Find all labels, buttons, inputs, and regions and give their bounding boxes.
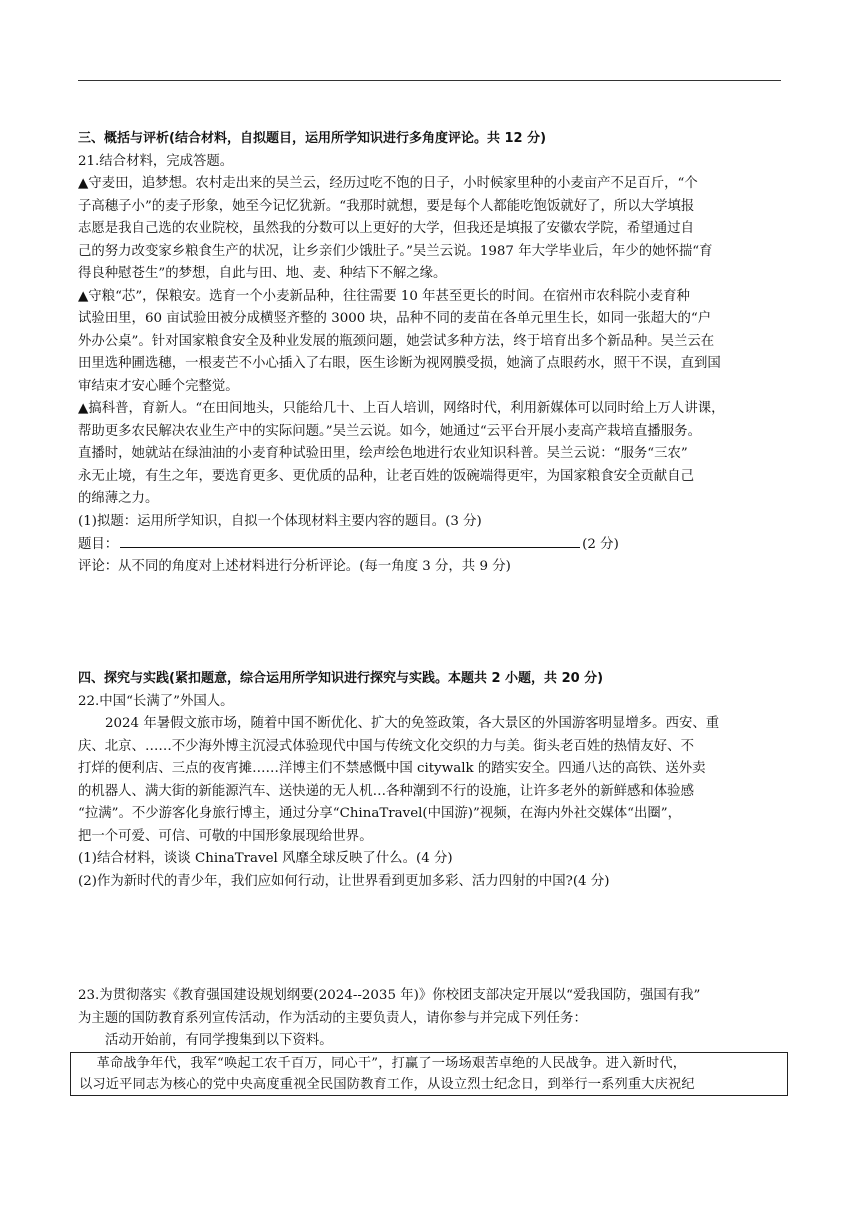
question-23-line: 为主题的国防教育系列宣传活动，作为活动的主要负责人，请你参与并完成下列任务：	[78, 1010, 587, 1026]
material-line: 子高穗子小”的麦子形象，她至今记忆犹新。“我那时就想，要是每个人都能吃饱饭就好了，所以大学填报	[78, 198, 695, 214]
material-line: “拉满”。不少游客化身旅行博主，通过分享“ChinaTravel(中国游)”视频，在海内外社交媒体“出圈”，	[78, 806, 682, 821]
material-line: ▲搞科普，育新人。“在田间地头，只能给几十、上百人培训，网络时代，利用新媒体可以同时给上万人讲课，	[78, 401, 725, 416]
material-box	[70, 1052, 788, 1096]
material-line: 的绵薄之力。	[78, 491, 159, 506]
section-four	[78, 668, 782, 893]
material-line: 志愿是我自己选的农业院校，虽然我的分数可以上更好的大学，但我还是填报了安徽农学院，希望通过自	[78, 221, 694, 236]
material-line: 审结束才安心睡个完整觉。	[78, 378, 239, 394]
question-22-sub-2: (2)作为新时代的青少年，我们应如何行动，让世界看到更加多彩、活力四射的中国?(4 分)	[78, 873, 610, 889]
material-line: 得良种慰苍生”的梦想，自此与田、地、麦、种结下不解之缘。	[78, 266, 447, 281]
question-23	[78, 985, 782, 1053]
material-line: 直播时，她就站在绿油油的小麦育种试验田里，绘声绘色地进行农业知识科普。吴兰云说：“服务“三农”	[78, 446, 688, 461]
material-line: 打烊的便利店、三点的夜宵摊……洋博主们不禁感慨中国 citywalk 的踏实安全。四通八达的高铁、送外卖	[78, 761, 706, 776]
title-label: 题目：	[78, 537, 119, 552]
material-line: ▲守麦田，追梦想。农村走出来的吴兰云，经历过吃不饱的日子，小时候家里种的小麦亩产不足百斤，“个	[78, 176, 698, 191]
material-line: 把一个可爱、可信、可敬的中国形象展现给世界。	[78, 828, 373, 844]
title-score: (2 分)	[582, 537, 619, 552]
sub-question-1: (1)拟题：运用所学知识，自拟一个体现材料主要内容的题目。(3 分)	[78, 513, 482, 529]
section-three	[78, 128, 782, 578]
material-line: 庆、北京、……不少海外博主沉浸式体验现代中国与传统文化交织的力与美。街头老百姓的热情友好、不	[78, 738, 694, 754]
section-three-heading: 三、概括与评析(结合材料，自拟题目，运用所学知识进行多角度评论。共 12 分)	[78, 131, 547, 146]
title-answer-row	[78, 533, 782, 556]
material-box-line: 革命战争年代，我军“唤起工农千百万，同心干”，打赢了一场场艰苦卓绝的人民战争。进入新时代，	[79, 1056, 687, 1071]
material-line: 2024 年暑假文旅市场，随着中国不断优化、扩大的免签政策，各大景区的外国游客明显增多。西安、重	[105, 716, 720, 731]
section-four-heading: 四、探究与实践(紧扣题意，综合运用所学知识进行探究与实践。本题共 2 小题，共 20 分)	[78, 671, 604, 686]
material-box-line: 以习近平同志为核心的党中央高度重视全民国防教育工作，从设立烈士纪念日，到举行一系列重大庆祝纪	[79, 1077, 695, 1092]
material-line: 永无止境，有生之年，要选育更多、更优质的品种，让老百姓的饭碗端得更牢，为国家粮食安全贡献自己	[78, 468, 694, 484]
material-line: 帮助更多农民解决农业生产中的实际问题。”吴兰云说。如今，她通过“云平台开展小麦高产栽培直播服务。	[78, 423, 701, 439]
question-23-line: 23.为贯彻落实《教育强国建设规划纲要(2024--2035 年)》你校团支部决定开展以“爱我国防，强国有我”	[78, 988, 701, 1003]
review-prompt: 评论：从不同的角度对上述材料进行分析评论。(每一角度 3 分，共 9 分)	[78, 558, 511, 574]
material-line: 己的努力改变家乡粮食生产的状况，让乡亲们少饿肚子。”吴兰云说。1987 年大学毕业后，年少的她怀揣“育	[78, 243, 713, 259]
material-line: 田里选种圃选穗，一根麦芒不小心插入了右眼，医生诊断为视网膜受损，她滴了点眼药水，照干不误，直到国	[78, 356, 721, 371]
question-23-line: 活动开始前，有同学搜集到以下资料。	[105, 1033, 333, 1048]
material-line: 试验田里，60 亩试验田被分成横竖齐整的 3000 块，品种不同的麦苗在各单元里生长，如同一张超大的“户	[78, 311, 712, 326]
question-21-intro: 21.结合材料，完成答题。	[78, 153, 234, 169]
material-line: 的机器人、满大街的新能源汽车、送快递的无人机…各种潮到不行的设施，让许多老外的新鲜感和体验感	[78, 783, 694, 799]
material-line: 外办公桌”。针对国家粮食安全及种业发展的瓶颈问题，她尝试多种方法，终于培育出多个新品种。吴兰云在	[78, 333, 715, 349]
material-line: ▲守粮“芯”，保粮安。选育一个小麦新品种，往往需要 10 年甚至更长的时间。在宿州市农科院小麦育种	[78, 288, 690, 304]
header-rule	[78, 80, 781, 81]
question-22-sub-1: (1)结合材料，谈谈 ChinaTravel 风靡全球反映了什么。(4 分)	[78, 851, 453, 866]
title-answer-blank[interactable]	[120, 533, 580, 548]
question-22-intro: 22.中国“长满了”外国人。	[78, 693, 234, 709]
